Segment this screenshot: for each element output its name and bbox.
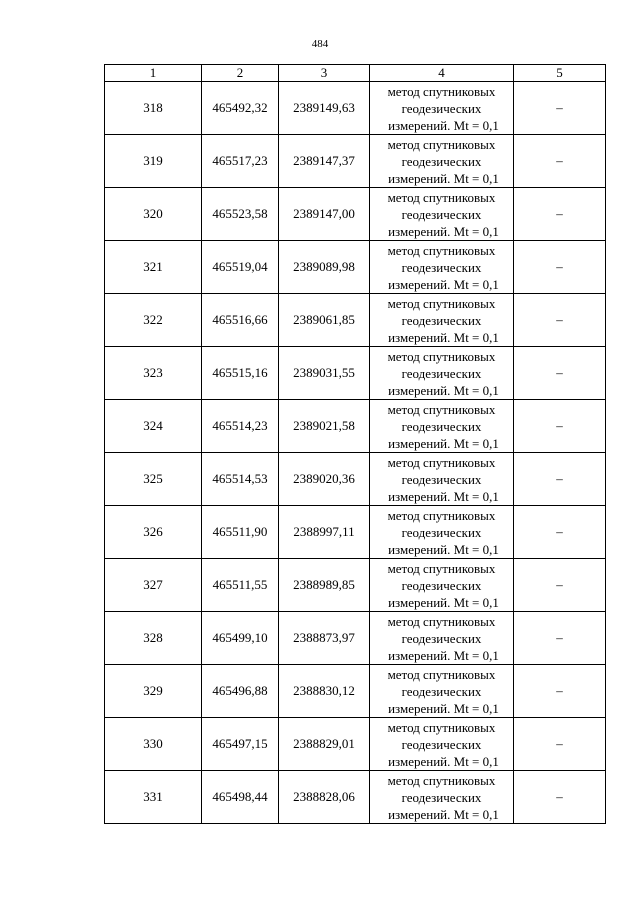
note-cell: –: [514, 612, 606, 665]
x-coordinate-cell: 465516,66: [202, 294, 279, 347]
x-coordinate-cell: 465519,04: [202, 241, 279, 294]
method-text-line: измерений. Mt = 0,1: [388, 488, 499, 504]
method-cell: [370, 506, 514, 559]
point-number-cell: 326: [105, 506, 202, 559]
method-cell: [370, 559, 514, 612]
x-coordinate-cell: 465496,88: [202, 665, 279, 718]
table-row: [105, 400, 606, 453]
note-cell: –: [514, 665, 606, 718]
header-cell: 1: [105, 65, 202, 82]
table-row: [105, 453, 606, 506]
point-number-cell: 331: [105, 771, 202, 824]
y-coordinate-cell: 2389061,85: [279, 294, 370, 347]
header-cell: 3: [279, 65, 370, 82]
method-text-line: измерений. Mt = 0,1: [388, 223, 499, 239]
point-number-cell: 319: [105, 135, 202, 188]
table-row: [105, 506, 606, 559]
y-coordinate-cell: 2389149,63: [279, 82, 370, 135]
point-number-cell: 324: [105, 400, 202, 453]
method-text-line: геодезических: [401, 524, 482, 540]
method-cell: [370, 188, 514, 241]
y-coordinate-cell: 2388997,11: [279, 506, 370, 559]
method-text-line: метод спутниковых: [387, 242, 496, 258]
note-cell: –: [514, 771, 606, 824]
y-coordinate-cell: 2388830,12: [279, 665, 370, 718]
y-coordinate-cell: 2389020,36: [279, 453, 370, 506]
method-cell: [370, 241, 514, 294]
method-text-line: геодезических: [401, 471, 482, 487]
method-text-line: измерений. Mt = 0,1: [388, 117, 499, 133]
method-text-line: метод спутниковых: [387, 613, 496, 629]
table-header-row: [105, 65, 606, 82]
note-cell: –: [514, 718, 606, 771]
method-cell: [370, 612, 514, 665]
method-cell: [370, 453, 514, 506]
table-row: [105, 135, 606, 188]
method-text-line: метод спутниковых: [387, 772, 496, 788]
method-text-line: геодезических: [401, 153, 482, 169]
method-text-line: геодезических: [401, 259, 482, 275]
method-cell: [370, 294, 514, 347]
method-text-line: метод спутниковых: [387, 189, 496, 205]
point-number-cell: 322: [105, 294, 202, 347]
table-body: [105, 82, 606, 824]
x-coordinate-cell: 465514,23: [202, 400, 279, 453]
method-text-line: измерений. Mt = 0,1: [388, 594, 499, 610]
method-text-line: геодезических: [401, 312, 482, 328]
x-coordinate-cell: 465511,55: [202, 559, 279, 612]
method-text-line: метод спутниковых: [387, 507, 496, 523]
method-cell: [370, 347, 514, 400]
method-text-line: геодезических: [401, 206, 482, 222]
x-coordinate-cell: 465511,90: [202, 506, 279, 559]
method-text-line: измерений. Mt = 0,1: [388, 541, 499, 557]
method-text-line: метод спутниковых: [387, 136, 496, 152]
method-text-line: метод спутниковых: [387, 560, 496, 576]
method-text-line: геодезических: [401, 683, 482, 699]
method-text-line: геодезических: [401, 100, 482, 116]
method-text-line: геодезических: [401, 630, 482, 646]
note-cell: –: [514, 135, 606, 188]
method-text-line: измерений. Mt = 0,1: [388, 700, 499, 716]
y-coordinate-cell: 2389147,00: [279, 188, 370, 241]
table-row: [105, 665, 606, 718]
method-text-line: геодезических: [401, 418, 482, 434]
x-coordinate-cell: 465514,53: [202, 453, 279, 506]
table-row: [105, 559, 606, 612]
method-text-line: измерений. Mt = 0,1: [388, 435, 499, 451]
note-cell: –: [514, 453, 606, 506]
note-cell: –: [514, 294, 606, 347]
method-text-line: измерений. Mt = 0,1: [388, 329, 499, 345]
x-coordinate-cell: 465523,58: [202, 188, 279, 241]
method-cell: [370, 82, 514, 135]
method-text-line: геодезических: [401, 577, 482, 593]
table-row: [105, 82, 606, 135]
y-coordinate-cell: 2389089,98: [279, 241, 370, 294]
method-cell: [370, 665, 514, 718]
note-cell: –: [514, 559, 606, 612]
coordinates-table: [104, 64, 606, 824]
method-text-line: геодезических: [401, 365, 482, 381]
y-coordinate-cell: 2388829,01: [279, 718, 370, 771]
point-number-cell: 321: [105, 241, 202, 294]
table-row: [105, 241, 606, 294]
table-row: [105, 347, 606, 400]
note-cell: –: [514, 82, 606, 135]
note-cell: –: [514, 188, 606, 241]
y-coordinate-cell: 2389031,55: [279, 347, 370, 400]
table-row: [105, 771, 606, 824]
method-text-line: измерений. Mt = 0,1: [388, 753, 499, 769]
method-text-line: метод спутниковых: [387, 454, 496, 470]
table-row: [105, 188, 606, 241]
point-number-cell: 323: [105, 347, 202, 400]
note-cell: –: [514, 347, 606, 400]
point-number-cell: 320: [105, 188, 202, 241]
y-coordinate-cell: 2388828,06: [279, 771, 370, 824]
y-coordinate-cell: 2388989,85: [279, 559, 370, 612]
method-text-line: метод спутниковых: [387, 348, 496, 364]
header-cell: 5: [514, 65, 606, 82]
method-text-line: геодезических: [401, 789, 482, 805]
note-cell: –: [514, 400, 606, 453]
header-cell: 4: [370, 65, 514, 82]
point-number-cell: 329: [105, 665, 202, 718]
method-text-line: измерений. Mt = 0,1: [388, 170, 499, 186]
x-coordinate-cell: 465497,15: [202, 718, 279, 771]
point-number-cell: 318: [105, 82, 202, 135]
x-coordinate-cell: 465492,32: [202, 82, 279, 135]
method-cell: [370, 718, 514, 771]
method-text-line: метод спутниковых: [387, 719, 496, 735]
method-cell: [370, 400, 514, 453]
method-text-line: метод спутниковых: [387, 666, 496, 682]
method-cell: [370, 135, 514, 188]
x-coordinate-cell: 465498,44: [202, 771, 279, 824]
note-cell: –: [514, 241, 606, 294]
method-text-line: измерений. Mt = 0,1: [388, 647, 499, 663]
method-text-line: метод спутниковых: [387, 401, 496, 417]
x-coordinate-cell: 465517,23: [202, 135, 279, 188]
point-number-cell: 325: [105, 453, 202, 506]
method-text-line: геодезических: [401, 736, 482, 752]
y-coordinate-cell: 2388873,97: [279, 612, 370, 665]
y-coordinate-cell: 2389021,58: [279, 400, 370, 453]
x-coordinate-cell: 465515,16: [202, 347, 279, 400]
method-text-line: метод спутниковых: [387, 295, 496, 311]
point-number-cell: 328: [105, 612, 202, 665]
table-row: [105, 612, 606, 665]
method-text-line: измерений. Mt = 0,1: [388, 382, 499, 398]
table-row: [105, 294, 606, 347]
method-text-line: метод спутниковых: [387, 83, 496, 99]
point-number-cell: 327: [105, 559, 202, 612]
table-row: [105, 718, 606, 771]
page-number: 484: [311, 38, 329, 50]
method-cell: [370, 771, 514, 824]
note-cell: –: [514, 506, 606, 559]
x-coordinate-cell: 465499,10: [202, 612, 279, 665]
point-number-cell: 330: [105, 718, 202, 771]
method-text-line: измерений. Mt = 0,1: [388, 806, 499, 822]
y-coordinate-cell: 2389147,37: [279, 135, 370, 188]
method-text-line: измерений. Mt = 0,1: [388, 276, 499, 292]
header-cell: 2: [202, 65, 279, 82]
